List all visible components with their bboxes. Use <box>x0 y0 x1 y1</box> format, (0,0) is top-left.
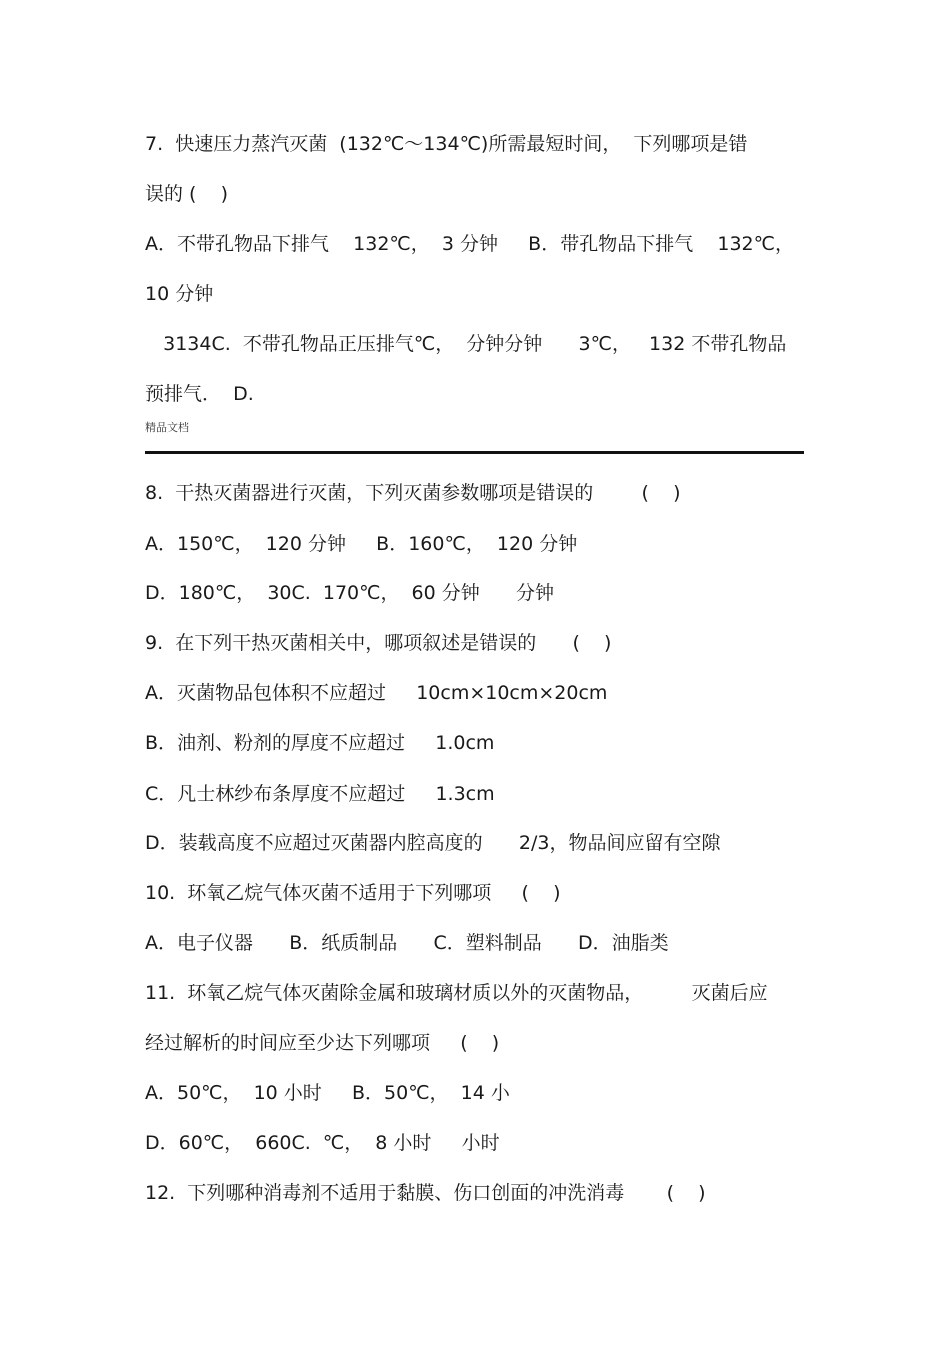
q8-stem: 8. 干热灭菌器进行灭菌，下列灭菌参数哪项是错误的 ( ) <box>145 482 681 504</box>
q11-stem-line2: 经过解析的时间应至少达下列哪项 ( ) <box>145 1032 500 1054</box>
q7-stem-line2: 误的 ( ) <box>145 183 229 205</box>
q7-option-d: 预排气． D. <box>145 383 254 405</box>
q9-option-c: C．凡士林纱布条厚度不应超过 1.3cm <box>145 783 495 805</box>
q9-stem: 9. 在下列干热灭菌相关中，哪项叙述是错误的 ( ) <box>145 632 612 654</box>
q8-options-cd: D．180℃， 30C. 170℃， 60 分钟 分钟 <box>145 582 555 604</box>
q9-option-b: B．油剂、粉剂的厚度不应超过 1.0cm <box>145 732 495 754</box>
horizontal-rule <box>145 451 804 454</box>
q7-option-c: 3134C. 不带孔物品正压排气℃， 分钟分钟 3℃， 132 不带孔物品 <box>145 333 787 355</box>
q9-option-a: A．灭菌物品包体积不应超过 10cm×10cm×20cm <box>145 682 608 704</box>
q7-stem-line1: 7. 快速压力蒸汽灭菌 (132℃～134℃)所需最短时间， 下列哪项是错 <box>145 133 748 155</box>
q7-option-b-cont: 10 分钟 <box>145 283 214 305</box>
q11-stem-line1: 11. 环氧乙烷气体灭菌除金属和玻璃材质以外的灭菌物品， 灭菌后应 <box>145 982 768 1004</box>
q12-stem: 12. 下列哪种消毒剂不适用于黏膜、伤口创面的冲洗消毒 ( ) <box>145 1182 706 1204</box>
q8-options-ab: A．150℃， 120 分钟 B．160℃， 120 分钟 <box>145 533 578 555</box>
q10-options: A．电子仪器 B．纸质制品 C．塑料制品 D．油脂类 <box>145 932 669 954</box>
q9-option-d: D．装载高度不应超过灭菌器内腔高度的 2/3，物品间应留有空隙 <box>145 832 721 854</box>
q10-stem: 10. 环氧乙烷气体灭菌不适用于下列哪项 ( ) <box>145 882 561 904</box>
q7-options-ab: A．不带孔物品下排气 132℃， 3 分钟 B．带孔物品下排气 132℃， <box>145 233 794 255</box>
watermark-text: 精品文档 <box>145 421 189 434</box>
q11-options-ab: A．50℃， 10 小时 B．50℃， 14 小 <box>145 1082 510 1104</box>
q11-options-cd: D．60℃， 660C. ℃， 8 小时 小时 <box>145 1132 500 1154</box>
